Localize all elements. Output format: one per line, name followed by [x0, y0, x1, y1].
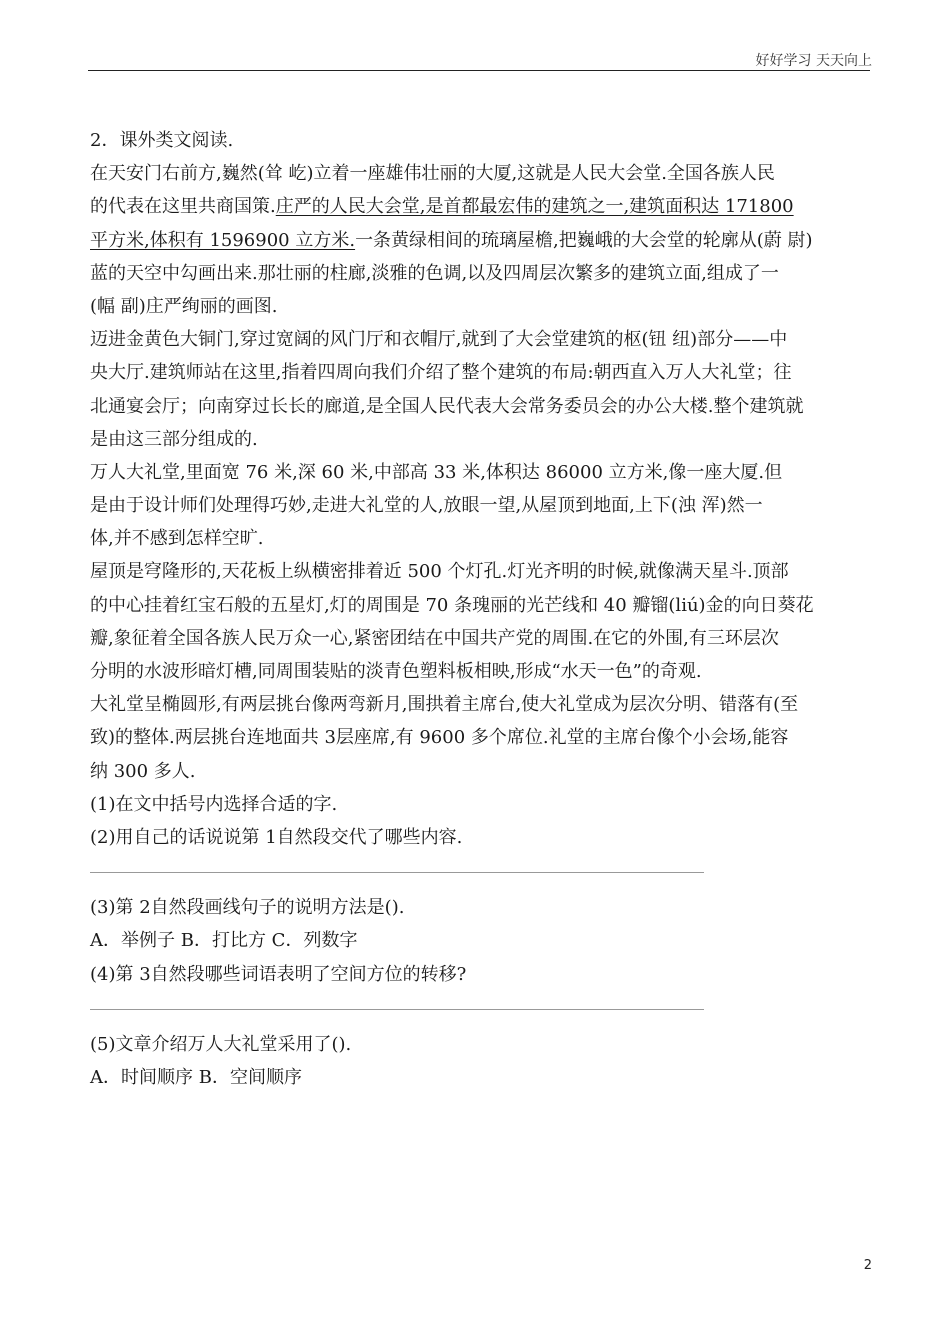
header-divider — [88, 70, 870, 71]
paragraph-4-line-4: 分明的水波形暗灯槽,同周围装贴的淡青色塑料板相映,形成“水天一色”的奇观. — [90, 661, 702, 682]
question-title: 2．课外类文阅读. — [90, 130, 234, 151]
paragraph-2-line-3: 北通宴会厅；向南穿过长长的廊道,是全国人民代表大会常务委员会的办公大楼.整个建筑就 — [90, 395, 804, 417]
plain-text: 一条黄绿相间的琉璃屋檐,把巍峨的大会堂的轮廓从(蔚 尉) — [355, 229, 813, 251]
page-header: 好好学习 天天向上 — [755, 53, 872, 69]
answer-line-q4[interactable] — [90, 991, 850, 1028]
question-5-options: A．时间顺序 B．空间顺序 — [90, 1066, 302, 1088]
paragraph-2-line-4: 是由这三部分组成的. — [90, 428, 258, 450]
paragraph-5-line-2: 致)的整体.两层挑台连地面共 3层座席,有 9600 多个席位.礼堂的主席台像个小会场,能容 — [90, 727, 789, 749]
paragraph-3-line-1: 万人大礼堂,里面宽 76 米,深 60 米,中部高 33 米,体积达 86000 立方米,像一座大厦.但 — [90, 461, 783, 483]
paragraph-1-line-5: (幅 副)庄严绚丽的画图. — [90, 295, 278, 317]
paragraph-1-line-4: 蓝的天空中勾画出来.那壮丽的柱廊,淡雅的色调,以及四周层次繁多的建筑立面,组成了一 — [90, 262, 779, 284]
underlined-sentence-end: 平方米,体积有 1596900 立方米. — [90, 229, 356, 251]
paragraph-4-line-3: 瓣,象征着全国各族人民万众一心,紧密团结在中国共产党的周围.在它的外围,有三环层次 — [90, 627, 779, 649]
plain-text: 的代表在这里共商国策. — [90, 196, 276, 218]
paragraph-4-line-1: 屋顶是穹隆形的,天花板上纵横密排着近 500 个灯孔.灯光齐明的时候,就像满天星斗.顶部 — [90, 561, 789, 583]
answer-line-q2[interactable] — [90, 854, 850, 891]
paragraph-2-line-1: 迈进金黄色大铜门,穿过宽阔的风门厅和衣帽厅,就到了大会堂建筑的枢(钮 纽)部分——中 — [90, 329, 788, 351]
question-1: (1)在文中括号内选择合适的字. — [90, 793, 338, 815]
paragraph-1-line-1: 在天安门右前方,巍然(耸 屹)立着一座雄伟壮丽的大厦,这就是人民大会堂.全国各族人民 — [90, 163, 775, 185]
paragraph-1-line-3 — [90, 224, 850, 257]
question-3: (3)第 2自然段画线句子的说明方法是(). — [90, 897, 405, 919]
page-number: 2 — [863, 1258, 872, 1273]
paragraph-2-line-2: 央大厅.建筑师站在这里,指着四周向我们介绍了整个建筑的布局:朝西直入万人大礼堂；往 — [90, 362, 792, 384]
paragraph-1-line-2 — [90, 190, 850, 223]
paragraph-3-line-2: 是由于设计师们处理得巧妙,走进大礼堂的人,放眼一望,从屋顶到地面,上下(浊 浑)然一 — [90, 495, 763, 517]
underlined-sentence: 庄严的人民大会堂,是首都最宏伟的建筑之一,建筑面积达 171800 — [275, 196, 794, 218]
paragraph-3-line-3: 体,并不感到怎样空旷. — [90, 528, 264, 550]
paragraph-5-line-1: 大礼堂呈椭圆形,有两层挑台像两弯新月,围拱着主席台,使大礼堂成为层次分明、错落有(至 — [90, 694, 799, 716]
question-2: (2)用自己的话说说第 1自然段交代了哪些内容. — [90, 826, 463, 848]
question-3-options: A．举例子 B．打比方 C．列数字 — [90, 930, 358, 952]
question-5: (5)文章介绍万人大礼堂采用了(). — [90, 1033, 352, 1055]
document-body — [90, 124, 850, 1094]
question-4: (4)第 3自然段哪些词语表明了空间方位的转移? — [90, 963, 467, 985]
paragraph-4-line-2: 的中心挂着红宝石般的五星灯,灯的周围是 70 条瑰丽的光芒线和 40 瓣镏(liú)金的向日葵花 — [90, 594, 814, 616]
paragraph-5-line-3: 纳 300 多人. — [90, 760, 196, 782]
